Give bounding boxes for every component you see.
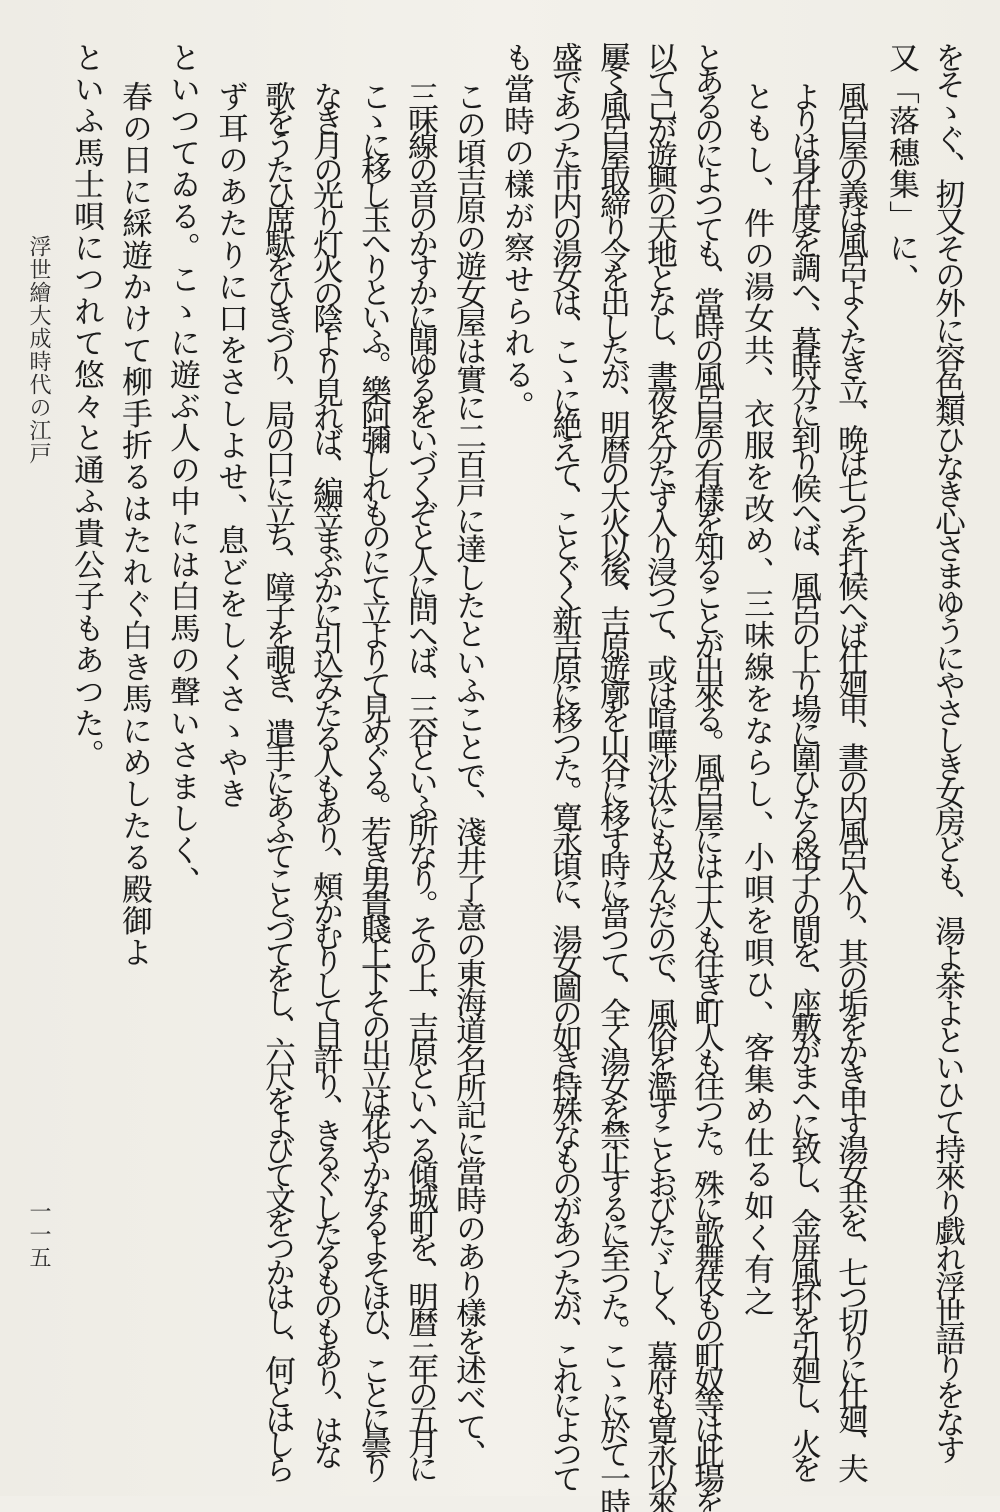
text-column-11: この頃吉原の遊女屋は實に二百戸に達したといふことで、淺井了意の東海道名所記に當時のあり樣を述べて、 (450, 81, 486, 1468)
text-column-7: 以て己が遊興の天地となし、晝夜を分たず入り浸つて、或は喧嘩沙汰にも及んだので、風俗を濫すことおびたゞしく、幕府も寛永以來 (641, 42, 677, 1512)
text-column-15: 歌をうたひ席駄をひきづり、局の口に立ち、障子を覗き、遣手にあふてことづてをし、六尺をよびて文をつかはし、何とはしら (259, 81, 295, 1478)
text-column-13: こゝに移し玉へりといふ。樂阿彌しれものにて立よりて見めぐる。若き男貴賤上下その出立は花やかなるよそほひ、ことに曇り (355, 81, 391, 1478)
text-column-17: といつてゐる。こゝに遊ぶ人の中には白馬の聲いさましく、 (164, 42, 200, 898)
text-column-18: 春の日に綵遊かけて柳手折るはたれぐ白き馬にめしたる殿御よ (116, 81, 152, 969)
text-column-2: 又「落穗集」に、 (883, 42, 919, 296)
text-column-3: 風呂屋の義は風呂よくたき立、晩は七つを打候へば仕廻申、晝の内風呂入り、其の垢をかき申す湯女共を、七つ切りに仕廻、夫 (832, 81, 868, 1478)
text-column-5: ともし、件の湯女共、衣服を改め、三味線をならし、小唄を唄ひ、客集め仕る如く有之 (738, 81, 774, 1318)
text-column-1: をそゝぐ、扨又その外に容色類ひなき心さまゆうにやさしき女房ども、湯よ茶よといひて持來り戯れ浮世語りをなす (929, 42, 965, 1462)
text-column-16: ず耳のあたりに口をさしよせ、息どをしくさゝやき (212, 81, 248, 811)
text-column-10: も當時の樣が察せられる。 (498, 42, 534, 423)
running-title: 浮世繪大成時代の江戸 (26, 235, 51, 465)
text-column-12: 三味線の音のかすかに聞ゆるをいづくぞと人に問へば、三谷といふ所なり。その上、吉原といへる傾城町を、明暦三年の五月に (402, 81, 438, 1478)
text-column-14: なき月の光り灯火の陰より見れば、編笠まぶかに引込みたる人もあり、頰かむりして目許り、きるぐしたるものもあり、はな (307, 81, 343, 1465)
text-column-6: とあるのによつても、當時の風呂屋の有樣を知ることが出來る。風呂屋には士人も往き町人も往つた。殊に歌舞伎もの町奴等は此場を (688, 42, 724, 1512)
text-column-8: 屢〻風呂屋取締り令を出したが、明暦の大火以後、吉原遊廓を山谷に移す時に當つて、全く湯女を禁止するに至つた。こゝに於て一時 (594, 42, 630, 1512)
text-column-19: といふ馬士唄につれて悠々と通ふ貴公子もあつた。 (68, 42, 104, 772)
text-column-4: よりは身仕度を調へ、暮時分に到り候へば、風呂の上り場に圍ひたる格子の間を、座敷がまへに致し、金屏風抔を引廻し、火を (785, 81, 821, 1478)
page-number: 一一五 (26, 1200, 51, 1269)
text-column-9: 盛であつた市内の湯女は、こゝに絶えて、ことぐく新吉原に移つた。寛永頃に、湯女圖の如き特殊なものがあつたが、これによつて (546, 42, 582, 1488)
